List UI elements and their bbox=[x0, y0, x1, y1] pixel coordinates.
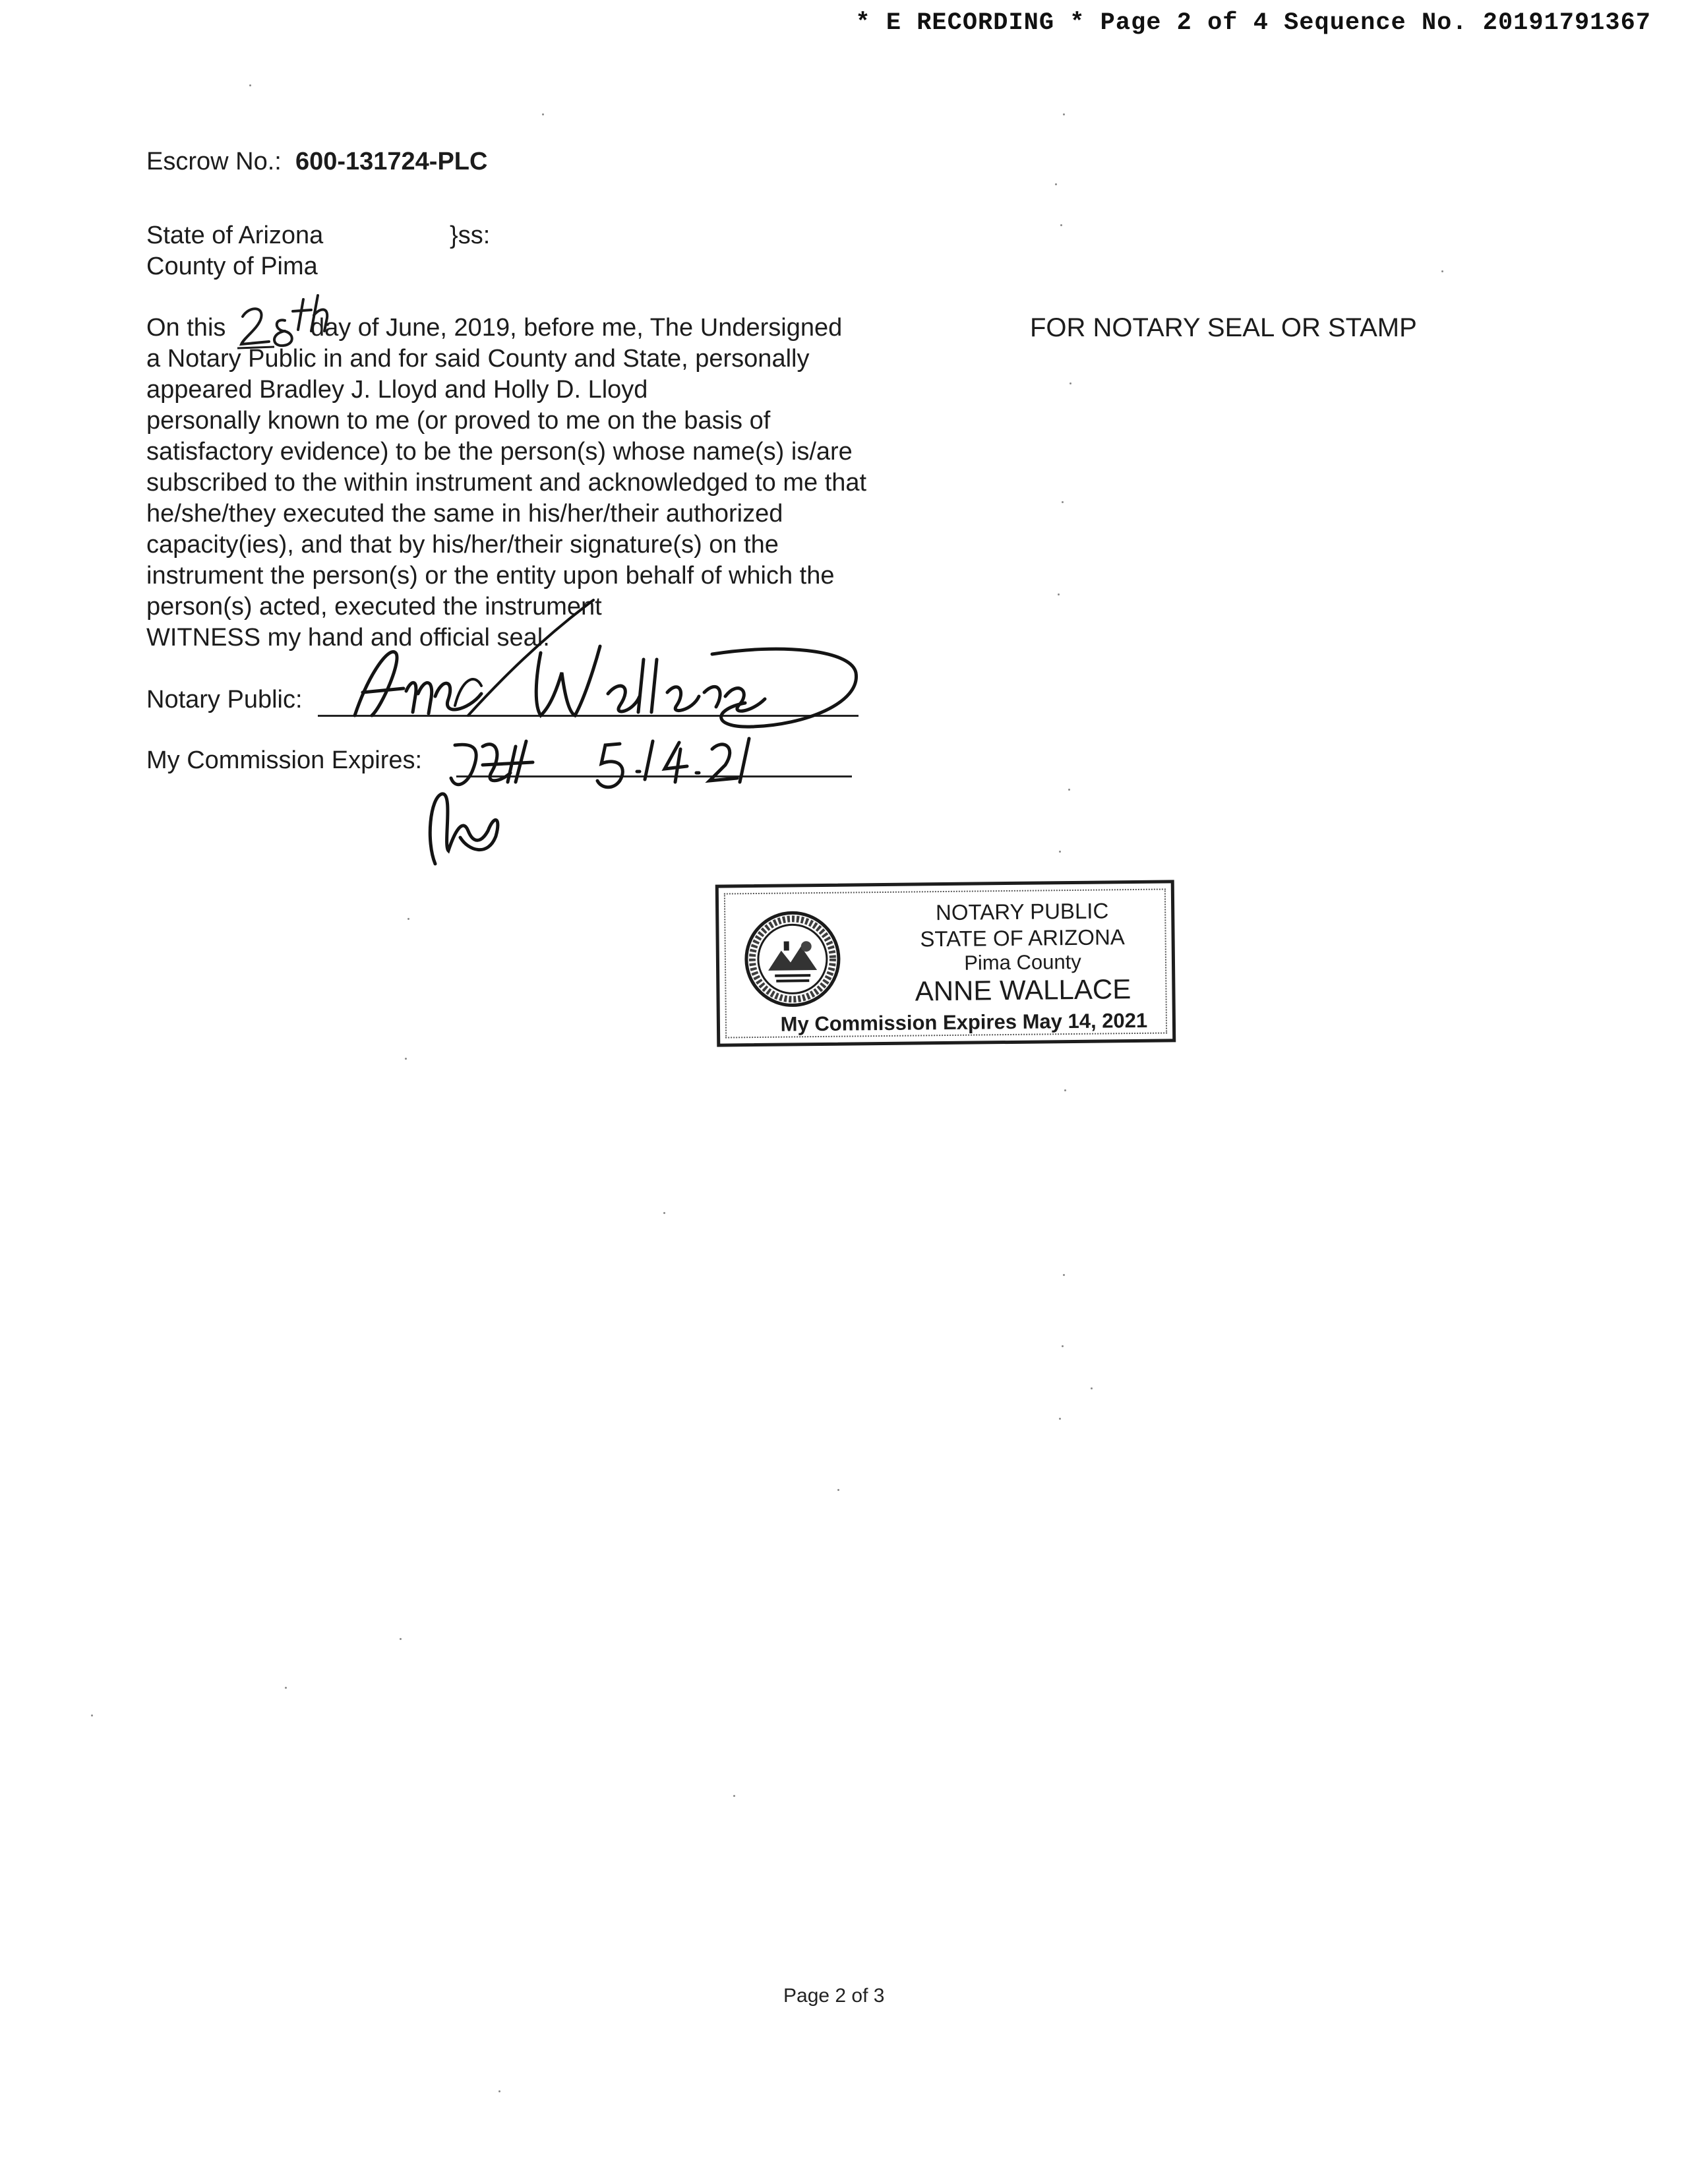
ack-line: subscribed to the within instrument and acknowledged to me that bbox=[146, 469, 867, 497]
scan-speck bbox=[1062, 501, 1064, 503]
ack-line: a Notary Public in and for said County and State, personally bbox=[146, 345, 810, 373]
ack-line: instrument the person(s) or the entity upon behalf of which the bbox=[146, 562, 835, 590]
ack-line: satisfactory evidence) to be the person(s) whose name(s) is/are bbox=[146, 438, 853, 466]
scan-speck bbox=[400, 1638, 402, 1640]
recording-header: * E RECORDING * Page 2 of 4 Sequence No. 20191791367 bbox=[855, 9, 1651, 37]
notary-signature-icon bbox=[343, 580, 884, 884]
escrow-value: 600-131724-PLC bbox=[295, 148, 488, 175]
scan-speck bbox=[542, 113, 544, 115]
stamp-title: NOTARY PUBLIC bbox=[935, 898, 1109, 925]
scan-speck bbox=[663, 1212, 665, 1214]
ack-line: he/she/they executed the same in his/her/their authorized bbox=[146, 500, 783, 528]
scan-speck bbox=[1091, 1387, 1093, 1389]
ack-line: person(s) acted, executed the instrument bbox=[146, 593, 602, 621]
scan-speck bbox=[1055, 183, 1057, 185]
scan-speck bbox=[285, 1687, 287, 1689]
scan-speck bbox=[249, 84, 251, 86]
scan-speck bbox=[1058, 593, 1060, 595]
venue-ss: }ss: bbox=[450, 222, 491, 249]
venue-block bbox=[146, 220, 491, 282]
scan-speck bbox=[1441, 270, 1443, 272]
handwritten-day bbox=[237, 291, 349, 351]
ack-line: capacity(ies), and that by his/her/their signature(s) on the bbox=[146, 531, 779, 559]
commission-expires-label: My Commission Expires: bbox=[146, 746, 423, 774]
notary-public-label: Notary Public: bbox=[146, 686, 303, 713]
page-number: Page 2 of 3 bbox=[783, 1985, 885, 2007]
scan-speck bbox=[405, 1058, 407, 1060]
scan-speck bbox=[1059, 851, 1061, 853]
scan-speck bbox=[1064, 1089, 1066, 1091]
scan-speck bbox=[91, 1714, 93, 1716]
ack-day-suffix: day of June, 2019, before me, The Undersigned bbox=[310, 314, 843, 342]
stamp-state: STATE OF ARIZONA bbox=[920, 925, 1126, 952]
ack-line: personally known to me (or proved to me on the basis of bbox=[146, 407, 771, 435]
venue-state: State of Arizona bbox=[146, 222, 324, 249]
scan-speck bbox=[1062, 1345, 1064, 1347]
scan-speck bbox=[1063, 113, 1065, 115]
escrow-label: Escrow No.: bbox=[146, 148, 282, 175]
stamp-county: Pima County bbox=[964, 950, 1081, 975]
scan-speck bbox=[837, 1489, 839, 1491]
scan-speck bbox=[498, 2090, 500, 2092]
scan-speck bbox=[1060, 224, 1062, 226]
arizona-great-seal-icon bbox=[742, 909, 843, 1010]
stamp-expiration: My Commission Expires May 14, 2021 bbox=[780, 1008, 1148, 1036]
ack-line: WITNESS my hand and official seal. bbox=[146, 624, 550, 652]
scan-speck bbox=[1070, 382, 1071, 384]
stamp-name: ANNE WALLACE bbox=[915, 973, 1131, 1007]
scan-speck bbox=[1059, 1418, 1061, 1420]
scan-speck bbox=[407, 918, 409, 920]
scan-speck bbox=[1063, 1274, 1065, 1276]
ack-line: appeared Bradley J. Lloyd and Holly D. Lloyd bbox=[146, 376, 648, 404]
seal-area-label: FOR NOTARY SEAL OR STAMP bbox=[1030, 313, 1417, 342]
scan-speck bbox=[733, 1795, 735, 1797]
venue-county: County of Pima bbox=[146, 253, 318, 280]
scan-speck bbox=[1068, 789, 1070, 791]
notary-stamp bbox=[715, 880, 1176, 1046]
escrow-number bbox=[146, 146, 487, 177]
ack-on-this: On this bbox=[146, 314, 226, 342]
